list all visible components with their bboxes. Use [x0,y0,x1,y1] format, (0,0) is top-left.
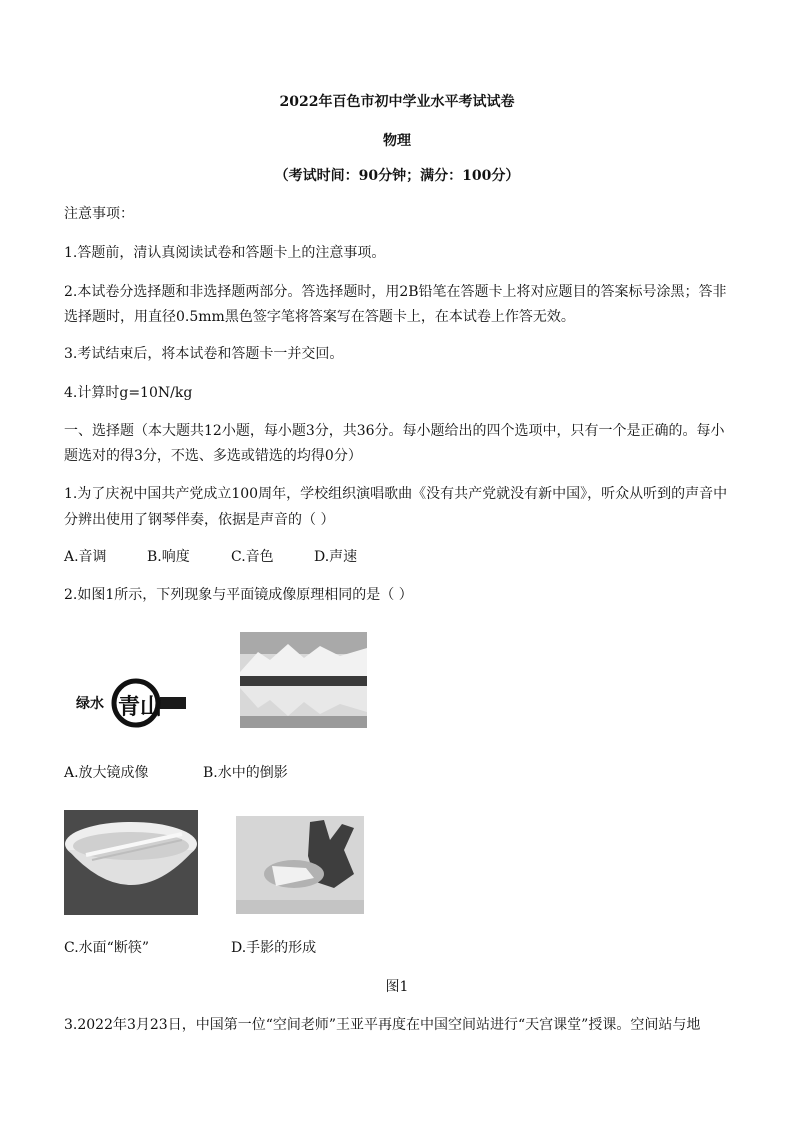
exam-title: 2022年百色市初中学业水平考试试卷 [279,94,515,110]
q2-option-d: D.手影的形成 [231,940,317,956]
note-3: 3.考试结束后，将本试卷和答题卡一并交回。 [64,346,344,362]
figure-caption: 图1 [385,979,409,995]
exam-subject: 物理 [383,133,411,149]
note-1: 1.答题前，清认真阅读试卷和答题卡上的注意事项。 [64,245,386,261]
hand-shadow-picture [236,816,364,914]
question-1-line-1: 1.为了庆祝中国共产党成立100周年，学校组织演唱歌曲《没有共产党就没有新中国》，听众从听到的声音中 [64,486,728,502]
q2-option-b: B.水中的倒影 [203,765,288,781]
question-1-line-2: 分辨出使用了钢琴伴奏，依据是声音的（ ） [64,512,335,528]
reflection-image [240,632,367,728]
mountain-reflection-picture [240,632,367,728]
q2-option-a: A.放大镜成像 [64,765,149,781]
note-2-line-2: 选择题时，用直径0.5mm黑色签字笔将答案写在答题卡上，在本试卷上作答无效。 [64,309,575,325]
exam-info: （考试时间：90分钟；满分：100分） [274,168,520,184]
question-2-stem: 2.如图1所示，下列现象与平面镜成像原理相同的是（ ） [64,587,413,603]
magnifier-text-large: 青山 [118,694,163,720]
q1-option-a: A.音调 [64,549,107,565]
note-2-line-1: 2.本试卷分选择题和非选择题两部分。答选择题时，用2B铅笔在答题卡上将对应题目的答案标号涂黑；答非 [64,284,727,300]
hand-shadow-image [236,816,364,914]
q1-option-b: B.响度 [147,549,190,565]
question-3-line-1: 3.2022年3月23日，中国第一位“空间老师”王亚平再度在中国空间站进行“天宫课堂”授课。空间站与地 [64,1017,701,1033]
q1-option-c: C.音色 [231,549,274,565]
magnifier-image [64,678,186,730]
section-1-line-1: 一、选择题（本大题共12小题，每小题3分，共36分。每小题给出的四个选项中，只有一个是正确的。每小 [64,423,725,439]
q1-option-d: D.声速 [314,549,358,565]
q2-option-c: C.水面“断筷” [64,940,149,956]
magnifier-text-small: 绿水 [76,696,104,712]
bowl-chopsticks-picture [64,810,198,915]
bowl-image [64,810,198,915]
section-1-line-2: 题选对的得3分，不选、多选或错选的均得0分） [64,448,362,464]
notes-heading: 注意事项： [64,206,134,222]
note-4: 4.计算时g=10N/kg [64,385,193,401]
